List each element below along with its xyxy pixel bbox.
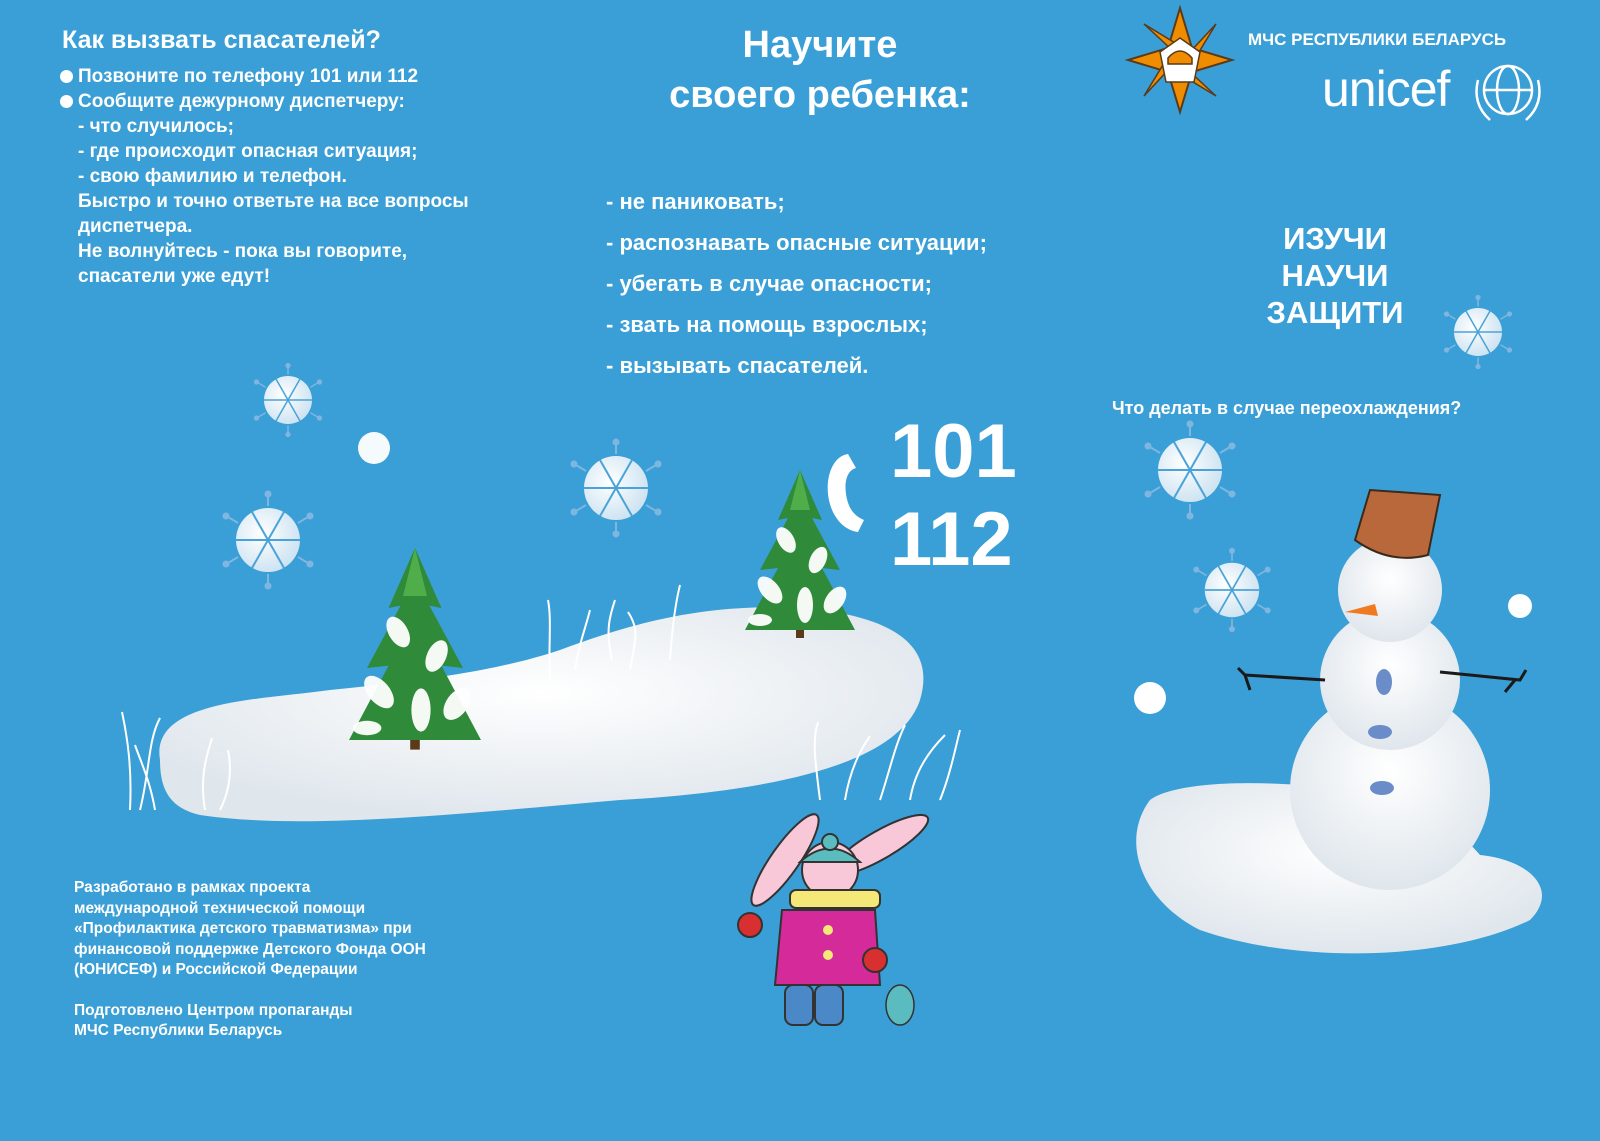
teach-child-title xyxy=(560,20,1080,120)
list-item: - где происходит опасная ситуация; xyxy=(78,141,418,162)
snowflake-icon xyxy=(224,492,313,589)
list-item: - звать на помощь взрослых; xyxy=(606,312,928,337)
title-line: Научите xyxy=(742,24,898,66)
list-item: - вызывать спасателей. xyxy=(606,353,869,378)
teach-list xyxy=(606,186,987,391)
project-credits: Разработано в рамках проекта международной технической помощи «Профилактика детского травматизма» при финансовой поддержке Детского Фонда ООН (ЮНИСЕФ) и Российской Федерации xyxy=(74,879,426,978)
emergency-numbers xyxy=(890,408,1017,584)
snow-hill xyxy=(159,607,923,821)
unicef-emblem-icon xyxy=(1477,66,1540,120)
list-item: диспетчера. xyxy=(78,216,193,237)
publisher-credits: Подготовлено Центром пропаганды МЧС Республики Беларусь xyxy=(74,1001,353,1039)
bunny-illustration xyxy=(738,805,935,1025)
mchs-emblem-icon xyxy=(1128,8,1232,112)
list-item: - распознавать опасные ситуации; xyxy=(606,230,987,255)
phone-number: 101 xyxy=(890,409,1017,494)
fir-tree xyxy=(349,548,481,750)
call-rescuers-title: Как вызвать спасателей? xyxy=(62,26,381,54)
slogan-line: ИЗУЧИ xyxy=(1283,221,1387,256)
list-item: Сообщите дежурному диспетчеру: xyxy=(58,89,469,114)
list-item: спасатели уже едут! xyxy=(78,266,271,287)
list-item: Позвоните по телефону 101 или 112 xyxy=(58,64,469,89)
slogan-line: ЗАЩИТИ xyxy=(1266,295,1404,330)
credits-block xyxy=(74,878,426,1042)
snowflake-icon xyxy=(1146,422,1235,519)
list-item: - не паниковать; xyxy=(606,189,785,214)
list-item: Быстро и точно ответьте на все вопросы xyxy=(78,191,469,212)
list-item: - свою фамилию и телефон. xyxy=(78,166,347,187)
snowflake-icon xyxy=(1445,296,1512,369)
list-item: - что случилось; xyxy=(78,116,234,137)
call-instructions-list xyxy=(58,64,469,289)
list-item: Не волнуйтесь - пока вы говорите, xyxy=(78,241,408,262)
org-name: МЧС РЕСПУБЛИКИ БЕЛАРУСЬ xyxy=(1248,30,1507,49)
snowman-illustration xyxy=(1136,490,1542,953)
telephone-icon xyxy=(828,454,864,532)
list-item: - убегать в случае опасности; xyxy=(606,271,932,296)
phone-number: 112 xyxy=(890,497,1013,582)
snowflake-icon xyxy=(255,364,322,437)
unicef-logo-text: unicef xyxy=(1322,61,1450,117)
title-line: своего ребенка: xyxy=(669,74,971,116)
snowflake-icon xyxy=(1194,549,1270,631)
hypothermia-question: Что делать в случае переохлаждения? xyxy=(1112,398,1462,418)
slogan xyxy=(1230,220,1440,331)
slogan-line: НАУЧИ xyxy=(1281,258,1389,293)
snowflake-icon xyxy=(572,440,661,537)
